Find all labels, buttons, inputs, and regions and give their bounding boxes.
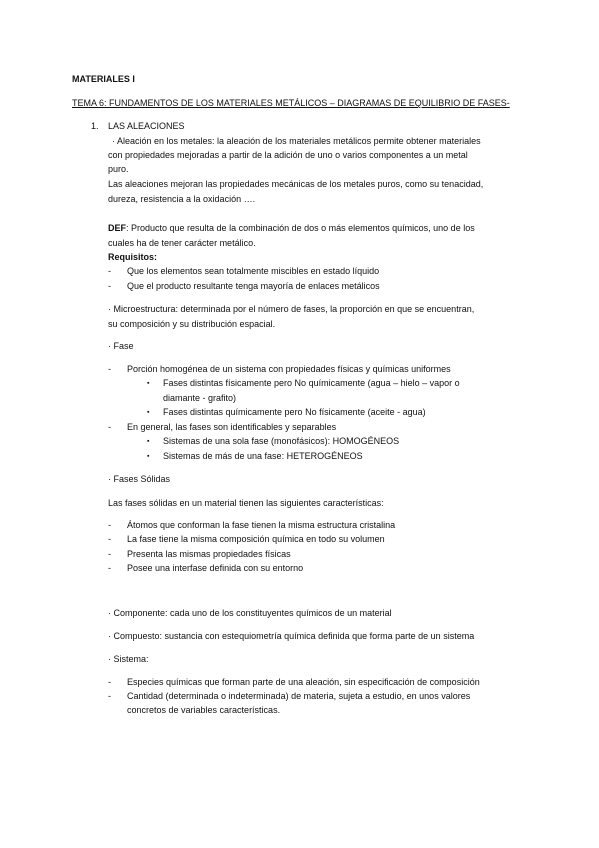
dash-marker: -	[108, 677, 111, 687]
dash-marker: -	[108, 422, 111, 432]
sistema-item-2-line-2: concretos de variables características.	[127, 705, 281, 715]
doc-subtitle: TEMA 6: FUNDAMENTOS DE LOS MATERIALES METÁLICOS – DIAGRAMAS DE EQUILIBRIO DE FASES-	[72, 98, 510, 108]
dash-marker: -	[108, 364, 111, 374]
dash-marker: -	[108, 549, 111, 559]
fase-label: · Fase	[108, 341, 134, 351]
fase-item-1: Porción homogénea de un sistema con propiedades físicas y químicas uniformes	[127, 364, 451, 374]
req-item-1: Que los elementos sean totalmente miscibles en estado líquido	[127, 266, 380, 276]
def-text: : Producto que resulta de la combinación de dos o más elementos químicos, uno de los	[126, 223, 475, 233]
def-line-1	[108, 221, 475, 235]
square-bullet: ▪	[147, 453, 150, 460]
sistema-item-1: Especies químicas que forman parte de una aleación, sin especificación de composición	[127, 677, 480, 687]
fase-subitem-2b: Sistemas de más de una fase: HETEROGÉNEOS	[163, 451, 363, 461]
fases-solidas-item-1: Átomos que conforman la fase tienen la misma estructura cristalina	[127, 520, 396, 530]
fases-solidas-item-4: Posee una interfase definida con su entorno	[127, 563, 304, 573]
doc-title: MATERIALES I	[72, 74, 135, 84]
fase-subitem-1b: Fases distintas químicamente pero No físicamente (aceite - agua)	[163, 407, 426, 417]
fases-solidas-item-3: Presenta las mismas propiedades físicas	[127, 549, 291, 559]
componente-def: · Componente: cada uno de los constituyentes químicos de un material	[108, 608, 392, 618]
alea-line-1: · Aleación en los metales: la aleación de los materiales metálicos permite obtener materiales	[112, 136, 481, 146]
square-bullet: ▪	[147, 438, 150, 445]
alea-line-2: con propiedades mejoradas a partir de la adición de uno o varios componentes a un metal	[108, 150, 468, 160]
dash-marker: -	[108, 534, 111, 544]
section-number: 1.	[91, 121, 99, 131]
req-label: Requisitos:	[108, 252, 158, 262]
square-bullet: ▪	[147, 380, 150, 387]
micro-line-1: · Microestructura: determinada por el número de fases, la proporción en que se encuentran,	[108, 304, 475, 314]
dash-marker: -	[108, 281, 111, 291]
fases-solidas-intro: Las fases sólidas en un material tienen las siguientes características:	[108, 498, 384, 508]
fase-subitem-2a: Sistemas de una sola fase (monofásicos): HOMOGÉNEOS	[163, 436, 400, 446]
dash-marker: -	[108, 563, 111, 573]
dash-marker: -	[108, 266, 111, 276]
micro-line-2: su composición y su distribución espacial.	[108, 319, 276, 329]
fase-subitem-1a-line-2: diamante - grafito)	[163, 393, 237, 403]
alea-line-5: dureza, resistencia a la oxidación ….	[108, 194, 256, 204]
fase-subitem-1a-line-1: Fases distintas físicamente pero No químicamente (agua – hielo – vapor o	[163, 378, 460, 388]
def-label: DEF	[108, 223, 126, 233]
section-title: LAS ALEACIONES	[108, 121, 185, 131]
alea-line-3: puro.	[108, 164, 129, 174]
alea-line-4: Las aleaciones mejoran las propiedades mecánicas de los metales puros, como su tenacidad,	[108, 179, 484, 189]
dash-marker: -	[108, 691, 111, 701]
fases-solidas-item-2: La fase tiene la misma composición química en todo su volumen	[127, 534, 385, 544]
def-line-2: cuales ha de tener carácter metálico.	[108, 238, 256, 248]
sistema-label: · Sistema:	[108, 654, 149, 664]
req-item-2: Que el producto resultante tenga mayoría de enlaces metálicos	[127, 281, 380, 291]
fase-item-2: En general, las fases son identificables y separables	[127, 422, 337, 432]
square-bullet: ▪	[147, 409, 150, 416]
fases-solidas-label: · Fases Sólidas	[108, 474, 171, 484]
dash-marker: -	[108, 520, 111, 530]
sistema-item-2-line-1: Cantidad (determinada o indeterminada) de materia, sujeta a estudio, en unos valores	[127, 691, 471, 701]
compuesto-def: · Compuesto: sustancia con estequiometría química definida que forma parte de un sistema	[108, 631, 475, 641]
